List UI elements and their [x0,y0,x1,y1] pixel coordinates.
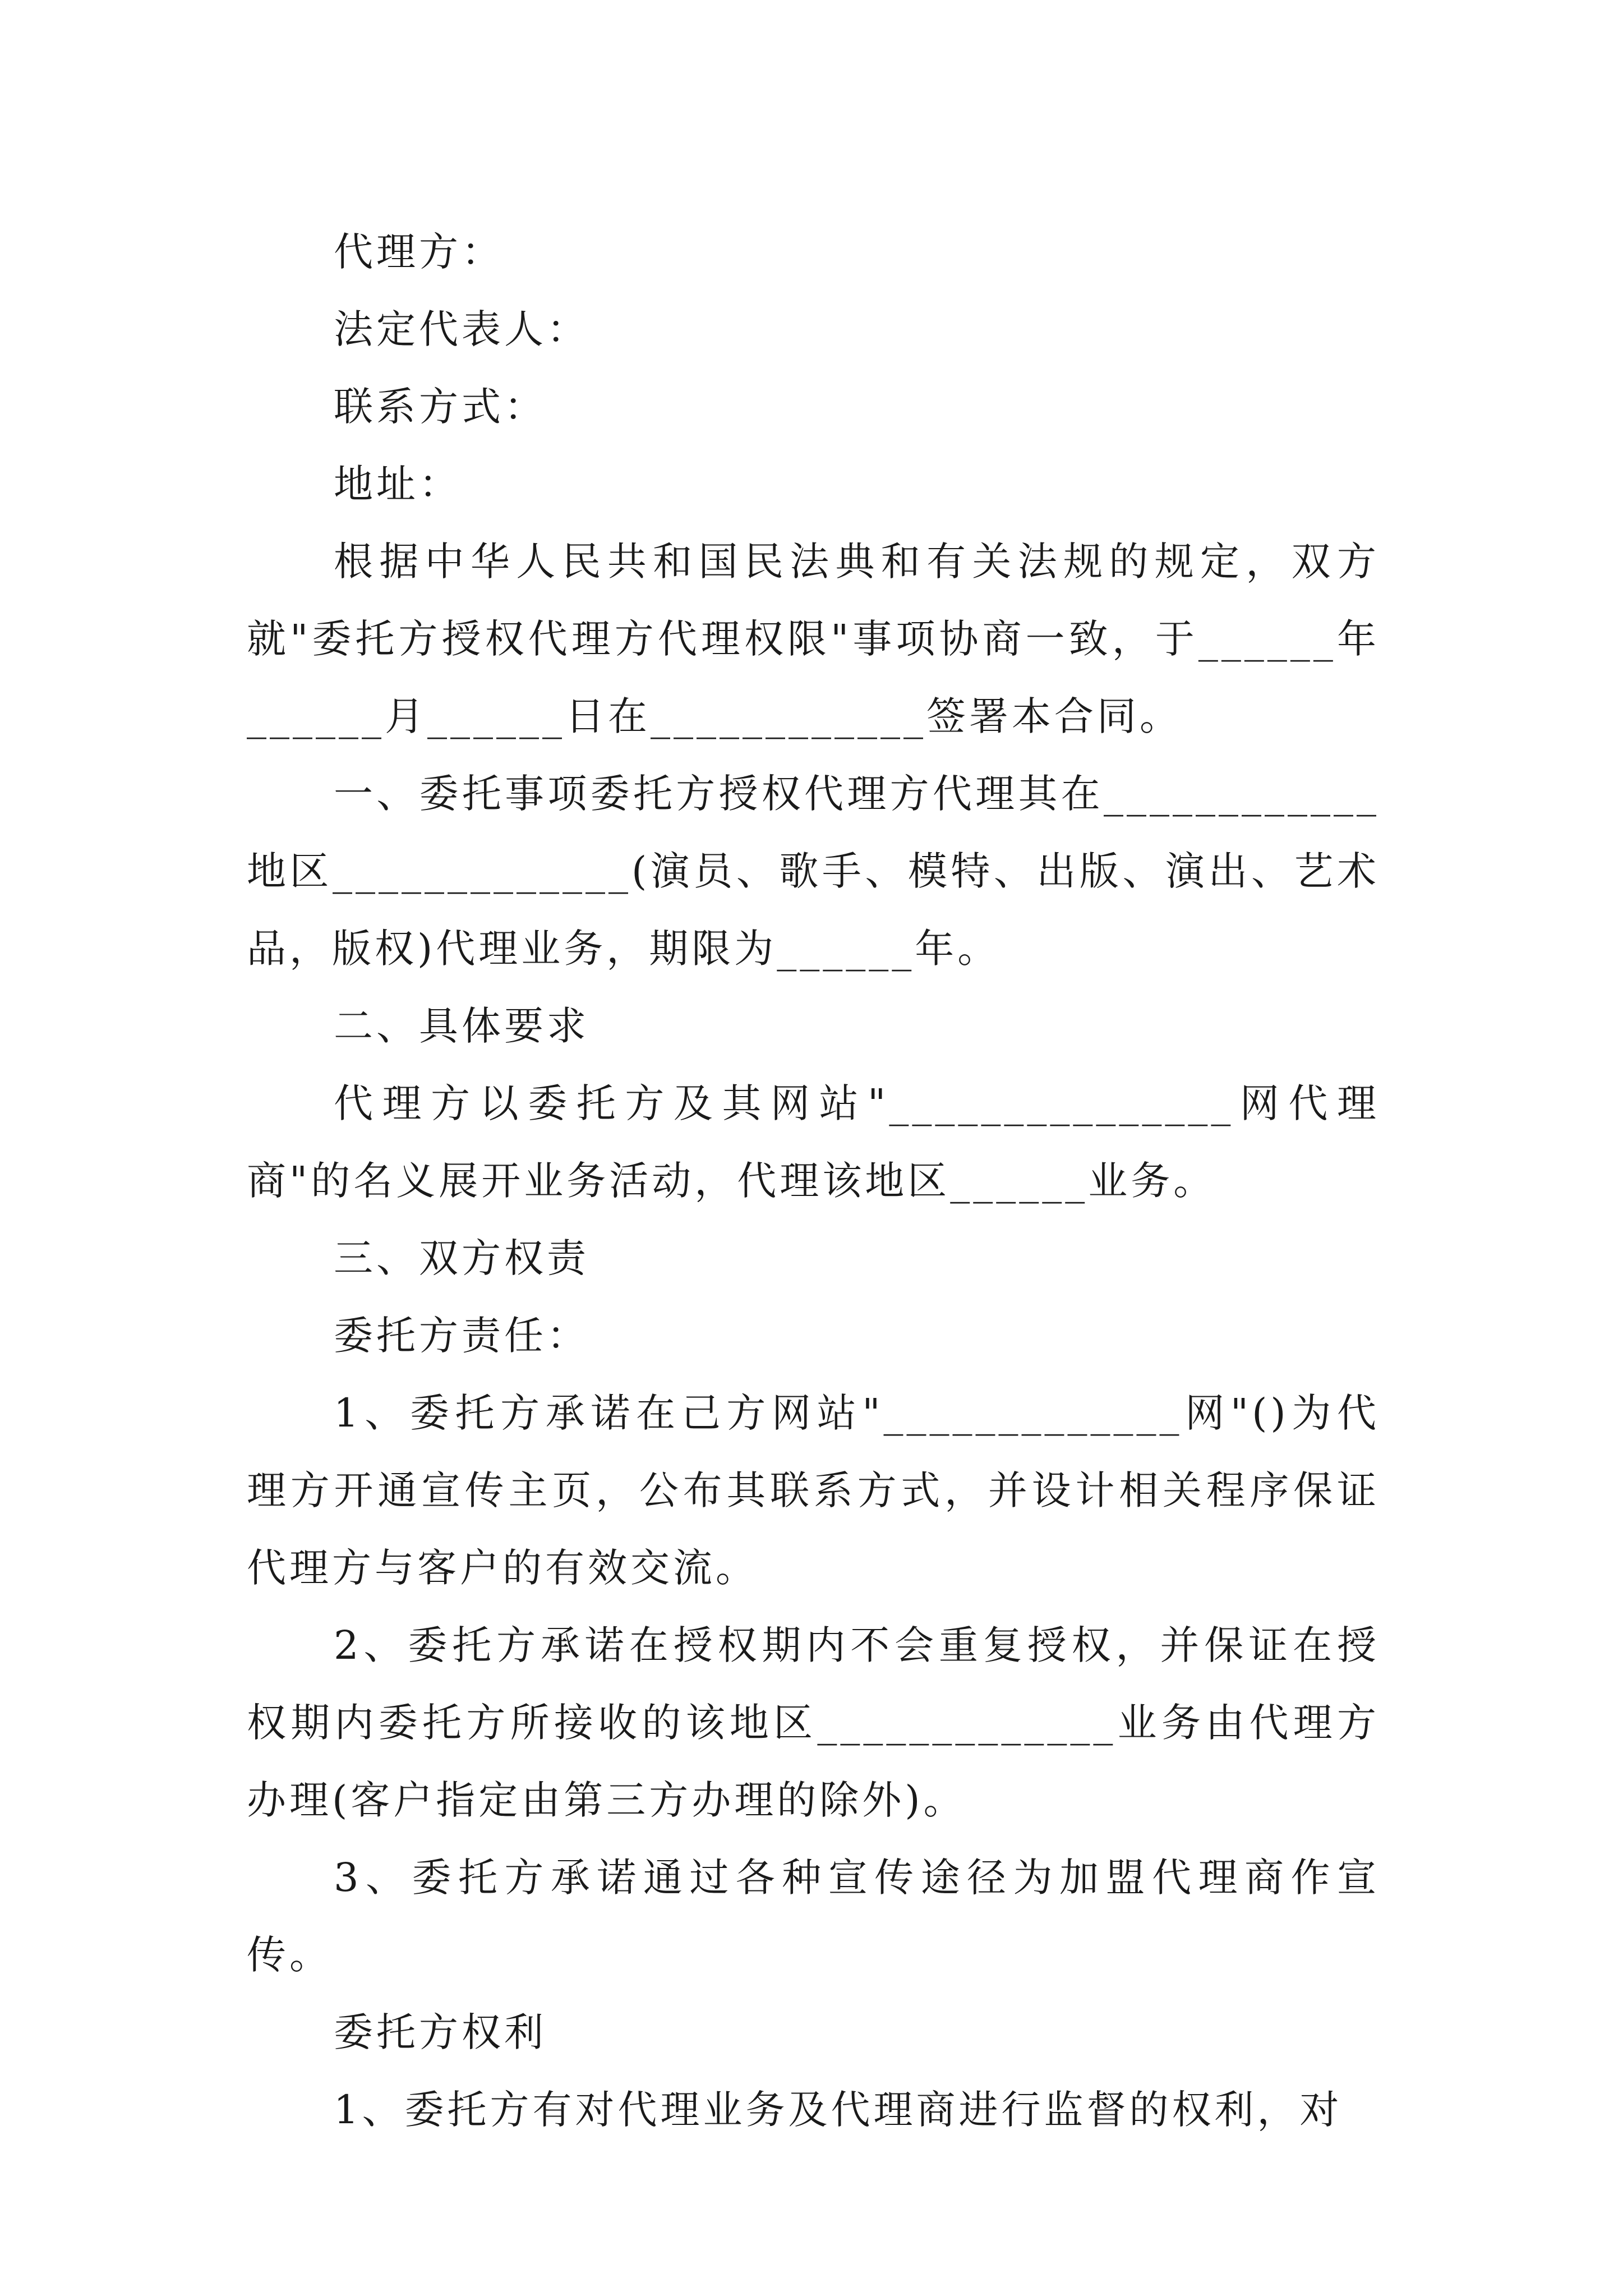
right-1-paragraph: 1、委托方有对代理业务及代理商进行监督的权利，对 [334,2087,1343,2133]
duty-2-paragraph: 2、委托方承诺在授权期内不会重复授权，并保证在授权期内委托方所接收的该地区_____________业务由代理方办理(客户指定由第三方办理的除外)。 [247,1622,1380,1823]
section-2-heading: 二、具体要求 [334,1003,589,1049]
duty-3-paragraph: 3、委托方承诺通过各种宣传途径为加盟代理商作宣传。 [247,1855,1380,1978]
legal-representative-line: 法定代表人： [334,306,589,352]
duty-1-paragraph: 1、委托方承诺在己方网站"_____________网"()为代理方开通宣传主页，公布其联系方式，并设计相关程序保证代理方与客户的有效交流。 [247,1390,1380,1591]
contact-line: 联系方式： [334,384,547,430]
preamble-paragraph: 根据中华人民共和国民法典和有关法规的规定，双方就"委托方授权代理方代理权限"事项协商一致，于______年______月______日在____________签署本合同。 [247,539,1380,739]
section-2-paragraph: 代理方以委托方及其网站"_______________网代理商"的名义展开业务活动，代理该地区______业务。 [247,1080,1380,1204]
address-line: 地址： [334,461,462,507]
clause-1-paragraph: 一、委托事项委托方授权代理方代理其在____________地区_____________(演员、歌手、模特、出版、演出、艺术品，版权)代理业务，期限为______年。 [247,771,1380,972]
principal-duties-heading: 委托方责任： [334,1313,589,1359]
section-3-heading: 三、双方权责 [334,1235,589,1281]
agent-party-line: 代理方： [334,229,504,275]
principal-rights-heading: 委托方权利 [334,2009,547,2055]
document-body [247,213,1380,2148]
